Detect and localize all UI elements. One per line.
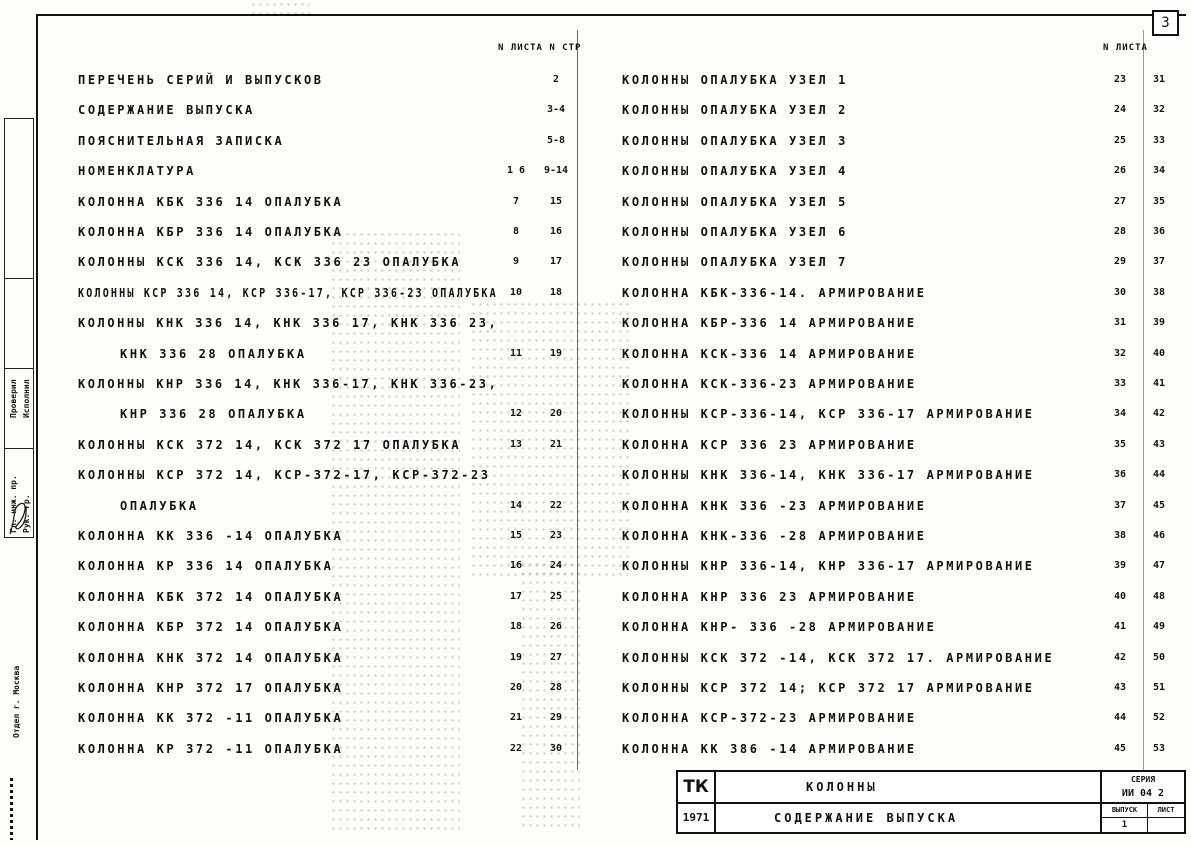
- left-row-sheet: 17: [509, 590, 523, 602]
- left-row-sheet: 13: [509, 438, 523, 450]
- right-row-text: КОЛОННЫ ОПАЛУБКА УЗЕЛ 1: [622, 73, 848, 87]
- right-row-sheet: 41: [1113, 621, 1127, 633]
- right-row-page: 38: [1152, 286, 1166, 298]
- left-row-page: 17: [549, 256, 563, 268]
- left-row-page: 27: [549, 651, 563, 663]
- right-row-page: 42: [1152, 408, 1166, 420]
- right-row-text: КОЛОННЫ ОПАЛУБКА УЗЕЛ 5: [622, 194, 848, 209]
- right-row-sheet: 30: [1113, 286, 1127, 298]
- left-row-page: 19: [549, 347, 563, 359]
- right-row-sheet: 29: [1113, 256, 1127, 268]
- right-row-text: КОЛОННЫ ОПАЛУБКА УЗЕЛ 3: [622, 133, 848, 148]
- title-block-year: 1971: [678, 804, 716, 832]
- left-row-sheet: 20: [509, 682, 523, 693]
- left-row-text: КОЛОННА КБК 336 14 ОПАЛУБКА: [78, 194, 344, 209]
- left-row-page: 30: [549, 742, 563, 754]
- left-row-sheet: 11: [509, 347, 523, 359]
- left-row-sheet: 10: [509, 286, 523, 298]
- signature-mark: [6, 498, 32, 538]
- left-row-page: 5-8: [546, 134, 566, 146]
- column-divider: [577, 30, 578, 770]
- title-block-subtitle: СОДЕРЖАНИЕ ВЫПУСКА: [716, 804, 1102, 832]
- left-row-sheet: 18: [509, 621, 523, 633]
- right-row-text: КОЛОННЫ КСК 372 -14, КСК 372 17. АРМИРОВАНИЕ: [622, 650, 1055, 665]
- right-row-sheet: 26: [1113, 165, 1127, 177]
- right-row-sheet: 40: [1113, 590, 1127, 602]
- left-column-header: N ЛИСТА N СТР: [498, 43, 582, 53]
- right-row-page: 39: [1152, 317, 1166, 329]
- right-row-page: 34: [1152, 165, 1166, 177]
- right-row-sheet: 31: [1113, 317, 1127, 329]
- left-row-text: КОЛОННА КК 336 -14 ОПАЛУБКА: [78, 529, 344, 543]
- left-row-page: 29: [549, 712, 563, 724]
- right-row-page: 46: [1152, 530, 1166, 541]
- left-row-sheet: 21: [509, 712, 523, 724]
- left-row-text: КОЛОННА КНР 372 17 ОПАЛУБКА: [78, 681, 344, 695]
- left-row-text: КОЛОННА КБР 336 14 ОПАЛУБКА: [78, 225, 344, 239]
- left-row-text: КОЛОННА КБК 372 14 ОПАЛУБКА: [78, 589, 344, 604]
- right-row-page: 48: [1152, 590, 1166, 602]
- right-row-sheet: 28: [1113, 226, 1127, 237]
- left-row-sheet: 12: [509, 408, 523, 420]
- left-row-text: КОЛОННЫ КНР 336 14, КНК 336-17, КНК 336-23,: [78, 377, 499, 391]
- right-row-text: КОЛОННЫ ОПАЛУБКА УЗЕЛ 2: [622, 103, 848, 118]
- right-row-page: 50: [1152, 651, 1166, 663]
- right-row-text: КОЛОННА КБК-336-14. АРМИРОВАНИЕ: [622, 285, 927, 300]
- left-row-text: КОЛОННЫ КСР 336 14, КСР 336-17, КСР 336-23 ОПАЛУБКА: [78, 285, 498, 300]
- title-block: [676, 770, 1186, 834]
- left-row-page: 21: [549, 438, 563, 450]
- left-row-page: 9-14: [543, 165, 569, 177]
- margin-label: Гл. инж. пр.: [9, 475, 18, 533]
- series-label: СЕРИЯ: [1130, 775, 1156, 784]
- right-row-sheet: 44: [1113, 712, 1127, 724]
- left-row-sheet: 15: [509, 530, 523, 541]
- series-value: ИИ 04 2: [1102, 786, 1184, 804]
- right-column-header: N ЛИСТА: [1103, 43, 1148, 53]
- left-margin-stamp: [0, 118, 36, 846]
- left-row-text: КНК 336 28 ОПАЛУБКА: [120, 346, 307, 361]
- right-row-page: 36: [1152, 226, 1166, 237]
- right-row-sheet: 36: [1113, 469, 1127, 481]
- right-row-text: КОЛОННЫ ОПАЛУБКА УЗЕЛ 4: [622, 164, 848, 179]
- sheet-label: ЛИСТ: [1148, 804, 1184, 818]
- right-row-sheet: 42: [1113, 651, 1127, 663]
- left-row-page: 20: [549, 408, 563, 420]
- right-row-page: 37: [1152, 256, 1166, 268]
- right-row-text: КОЛОННЫ КНК 336-14, КНК 336-17 АРМИРОВАНИЕ: [622, 468, 1035, 483]
- margin-label: Рук. гр.: [22, 494, 31, 533]
- left-row-sheet: 16: [509, 560, 523, 572]
- margin-label: Проверил: [9, 379, 18, 418]
- left-row-page: 3-4: [546, 104, 566, 116]
- left-row-text: ОПАЛУБКА: [120, 498, 199, 513]
- left-row-text: ПОЯСНИТЕЛЬНАЯ ЗАПИСКА: [78, 133, 285, 148]
- right-row-text: КОЛОННА КСР 336 23 АРМИРОВАНИЕ: [622, 437, 917, 452]
- right-row-text: КОЛОННА КСК-336 14 АРМИРОВАНИЕ: [622, 346, 917, 361]
- left-row-text: КНР 336 28 ОПАЛУБКА: [120, 407, 307, 422]
- right-row-text: КОЛОННА КК 386 -14 АРМИРОВАНИЕ: [622, 741, 917, 756]
- right-row-page: 35: [1152, 195, 1166, 207]
- right-row-page: 40: [1152, 347, 1166, 359]
- right-row-page: 32: [1152, 104, 1166, 116]
- right-row-sheet: 34: [1113, 408, 1127, 420]
- left-row-text: КОЛОННЫ КНК 336 14, КНК 336 17, КНК 336 23,: [78, 316, 499, 331]
- left-row-page: 26: [549, 621, 563, 633]
- left-row-page: 2: [552, 74, 560, 85]
- right-row-sheet: 33: [1113, 378, 1127, 389]
- left-row-page: 18: [549, 286, 563, 298]
- left-row-page: 22: [549, 499, 563, 511]
- right-row-page: 45: [1152, 499, 1166, 511]
- left-row-page: 28: [549, 682, 563, 693]
- left-row-sheet: 19: [509, 651, 523, 663]
- right-row-sheet: 35: [1113, 438, 1127, 450]
- right-row-page: 49: [1152, 621, 1166, 633]
- left-row-text: КОЛОННЫ КСК 336 14, КСК 336 23 ОПАЛУБКА: [78, 255, 462, 270]
- left-row-page: 23: [549, 530, 563, 541]
- right-row-sheet: 25: [1113, 134, 1127, 146]
- left-row-text: КОЛОННА КНК 372 14 ОПАЛУБКА: [78, 650, 344, 665]
- left-row-text: КОЛОННА КР 372 -11 ОПАЛУБКА: [78, 741, 344, 756]
- margin-label: Исполнил: [22, 379, 31, 418]
- left-row-page: 25: [549, 590, 563, 602]
- margin-tick-marks: [10, 778, 13, 840]
- margin-divider: [4, 278, 34, 279]
- left-row-page: 16: [549, 226, 563, 237]
- margin-divider: [4, 448, 34, 449]
- right-row-sheet: 37: [1113, 499, 1127, 511]
- right-row-text: КОЛОННА КСР-372-23 АРМИРОВАНИЕ: [622, 711, 917, 726]
- left-row-sheet: 7: [512, 195, 520, 207]
- right-row-text: КОЛОННЫ ОПАЛУБКА УЗЕЛ 6: [622, 225, 848, 239]
- issue-value: 1: [1102, 818, 1148, 832]
- left-row-sheet: 9: [512, 256, 520, 268]
- right-row-text: КОЛОННА КНР 336 23 АРМИРОВАНИЕ: [622, 589, 917, 604]
- right-row-sheet: 43: [1113, 682, 1127, 693]
- issue-label: ВЫПУСК: [1102, 804, 1148, 818]
- right-row-page: 33: [1152, 134, 1166, 146]
- right-row-page: 52: [1152, 712, 1166, 724]
- right-row-sheet: 32: [1113, 347, 1127, 359]
- left-row-sheet: 1 6: [506, 165, 526, 177]
- margin-bottom-note: Отдел г. Москва: [12, 665, 21, 738]
- left-row-text: КОЛОННА КК 372 -11 ОПАЛУБКА: [78, 711, 344, 726]
- left-row-sheet: 22: [509, 742, 523, 754]
- right-row-text: КОЛОННЫ КНР 336-14, КНР 336-17 АРМИРОВАНИЕ: [622, 559, 1035, 574]
- title-block-code: ТК: [678, 772, 716, 804]
- right-row-sheet: 24: [1113, 104, 1127, 116]
- right-row-page: 53: [1152, 742, 1166, 754]
- right-row-sheet: 45: [1113, 742, 1127, 754]
- right-row-page: 51: [1152, 682, 1166, 693]
- right-row-text: КОЛОННЫ КСР 372 14; КСР 372 17 АРМИРОВАНИЕ: [622, 681, 1035, 695]
- left-row-text: ПЕРЕЧЕНЬ СЕРИЙ И ВЫПУСКОВ: [78, 73, 324, 87]
- right-row-text: КОЛОННА КНК 336 -23 АРМИРОВАНИЕ: [622, 498, 927, 513]
- margin-divider: [4, 368, 34, 369]
- left-row-text: НОМЕНКЛАТУРА: [78, 164, 196, 179]
- left-row-text: КОЛОННЫ КСР 372 14, КСР-372-17, КСР-372-23: [78, 468, 491, 483]
- scan-noise-top: [250, 0, 310, 14]
- right-row-sheet: 23: [1113, 74, 1127, 85]
- right-row-sheet: 38: [1113, 530, 1127, 541]
- left-row-text: КОЛОННЫ КСК 372 14, КСК 372 17 ОПАЛУБКА: [78, 437, 462, 452]
- right-row-page: 41: [1152, 378, 1166, 389]
- right-row-text: КОЛОННА КБР-336 14 АРМИРОВАНИЕ: [622, 316, 917, 331]
- right-row-page: 43: [1152, 438, 1166, 450]
- left-row-text: КОЛОННА КР 336 14 ОПАЛУБКА: [78, 559, 334, 574]
- right-row-page: 44: [1152, 469, 1166, 481]
- right-row-text: КОЛОННЫ КСР-336-14, КСР 336-17 АРМИРОВАНИЕ: [622, 407, 1035, 422]
- left-row-page: 24: [549, 560, 563, 572]
- left-row-sheet: 8: [512, 226, 520, 237]
- right-row-page: 47: [1152, 560, 1166, 572]
- title-block-title: КОЛОННЫ: [716, 772, 1102, 804]
- right-row-page: 31: [1152, 74, 1166, 85]
- left-row-text: СОДЕРЖАНИЕ ВЫПУСКА: [78, 103, 255, 118]
- right-row-text: КОЛОННА КНР- 336 -28 АРМИРОВАНИЕ: [622, 620, 937, 635]
- right-row-text: КОЛОННЫ ОПАЛУБКА УЗЕЛ 7: [622, 255, 848, 270]
- right-row-sheet: 27: [1113, 195, 1127, 207]
- page-number: 3: [1152, 10, 1179, 36]
- left-row-page: 15: [549, 195, 563, 207]
- right-row-text: КОЛОННА КСК-336-23 АРМИРОВАНИЕ: [622, 377, 917, 391]
- left-row-sheet: 14: [509, 499, 523, 511]
- left-row-text: КОЛОННА КБР 372 14 ОПАЛУБКА: [78, 620, 344, 635]
- right-row-text: КОЛОННА КНК-336 -28 АРМИРОВАНИЕ: [622, 529, 927, 543]
- right-row-sheet: 39: [1113, 560, 1127, 572]
